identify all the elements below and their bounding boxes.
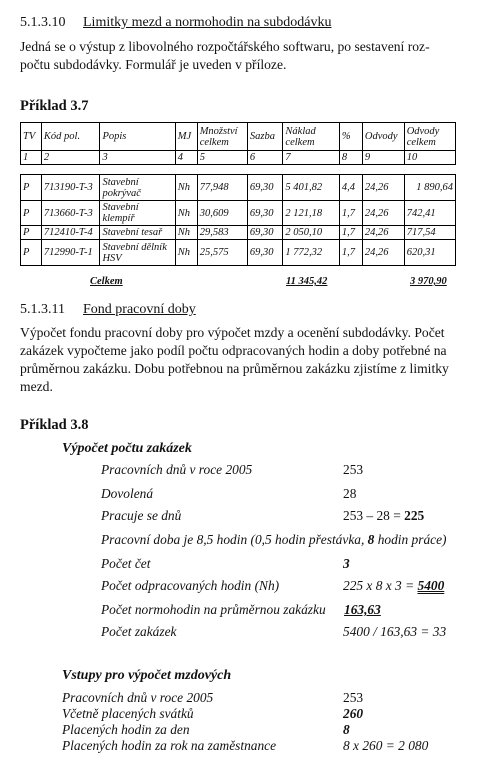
paragraph-line: Výpočet fondu pracovní doby pro výpočet mzdy a ocenění subdodávky. Počet — [20, 325, 445, 340]
table-cell: 712990-T-1 — [41, 240, 100, 266]
total-naklad: 11 345,42 — [286, 276, 328, 287]
header-cell: Náklad celkem — [283, 123, 339, 151]
total-odvody: 3 970,90 — [410, 276, 447, 287]
calc-label: Počet čet — [101, 556, 151, 571]
header-row — [21, 123, 456, 151]
table-cell: P — [21, 226, 42, 240]
header-cell: % — [339, 123, 362, 151]
note-bold: 8 — [367, 532, 375, 547]
table-cell: 24,26 — [362, 201, 404, 226]
table-cell: 24,26 — [362, 175, 404, 201]
index-cell: 9 — [362, 151, 404, 165]
calc-value — [343, 578, 444, 594]
calc-label: Počet zakázek — [101, 624, 177, 639]
table-cell: 69,30 — [247, 201, 283, 226]
calc-value — [343, 508, 424, 524]
index-cell: 5 — [197, 151, 247, 165]
subsection-title: Výpočet počtu zakázek — [62, 441, 192, 456]
index-cell: 8 — [339, 151, 362, 165]
paragraph-line: Jedná se o výstup z libovolného rozpočtářského softwaru, po sestavení roz- — [20, 39, 430, 54]
calc-result: 5400 — [417, 578, 445, 593]
table-cell: 713190-T-3 — [41, 175, 100, 201]
paragraph — [20, 38, 465, 74]
section-title: Fond pracovní doby — [83, 302, 196, 317]
calc-label: Počet odpracovaných hodin (Nh) — [101, 578, 280, 593]
table-cell: 29,583 — [197, 226, 247, 240]
note-part: Pracovní doba je 8,5 hodin (0,5 hodin přestávka, — [101, 532, 368, 547]
calc-value: 163,63 — [344, 602, 381, 617]
table-row — [21, 226, 456, 240]
table-cell: P — [21, 201, 42, 226]
input-value: 8 x 260 = 2 080 — [343, 738, 429, 753]
table-cell: Nh — [175, 226, 197, 240]
total-label: Celkem — [90, 276, 123, 287]
table-cell: 69,30 — [247, 240, 283, 266]
header-cell: Množství celkem — [197, 123, 247, 151]
table-cell: Nh — [175, 175, 197, 201]
table-row — [21, 175, 456, 201]
table-cell: 4,4 — [339, 175, 362, 201]
work-time-note — [101, 532, 447, 548]
table-cell: 1,7 — [339, 201, 362, 226]
input-label: Včetně placených svátků — [62, 706, 194, 721]
paragraph-line: průměrnou zakázku. Dobu potřebnou na průměrnou zakázku zjistíme z limitky — [20, 361, 449, 376]
index-cell: 4 — [175, 151, 197, 165]
index-cell: 1 — [21, 151, 42, 165]
table-cell: 25,575 — [197, 240, 247, 266]
table-cell: 1 772,32 — [283, 240, 339, 266]
header-cell: Odvody — [362, 123, 404, 151]
section-title: Limitky mezd a normohodin na subdodávku — [83, 15, 332, 30]
table-cell: Stavební tesař — [100, 226, 175, 240]
header-cell: Kód pol. — [41, 123, 100, 151]
index-cell: 2 — [41, 151, 100, 165]
input-label: Placených hodin za den — [62, 722, 190, 737]
calc-label: Pracovních dnů v roce 2005 — [101, 462, 253, 477]
table-cell: 713660-T-3 — [41, 201, 100, 226]
table-cell: 69,30 — [247, 175, 283, 201]
paragraph-line: mezd. — [20, 379, 53, 394]
data-table — [20, 174, 456, 266]
table-cell: 620,31 — [404, 240, 455, 266]
calc-value: 28 — [343, 486, 357, 501]
table-cell: Stavební pokrývač — [100, 175, 175, 201]
example-title: Příklad 3.7 — [20, 98, 89, 114]
calc-label: Dovolená — [101, 486, 154, 501]
paragraph — [20, 324, 465, 396]
calc-label: Počet normohodin na průměrnou zakázku — [101, 602, 326, 617]
table-cell: 2 050,10 — [283, 226, 339, 240]
table-cell: 77,948 — [197, 175, 247, 201]
table-cell: 717,54 — [404, 226, 455, 240]
example-title: Příklad 3.8 — [20, 417, 89, 433]
table-cell: 69,30 — [247, 226, 283, 240]
index-cell: 3 — [100, 151, 175, 165]
table-cell: Stavební klempíř — [100, 201, 175, 226]
note-part: hodin práce) — [374, 532, 447, 547]
table-cell: Stavební dělník HSV — [100, 240, 175, 266]
table-cell: P — [21, 175, 42, 201]
input-value: 260 — [343, 706, 364, 721]
table-cell: 24,26 — [362, 226, 404, 240]
calc-label: Pracuje se dnů — [101, 508, 182, 523]
index-row — [21, 151, 456, 165]
table-cell: 1,7 — [339, 226, 362, 240]
input-label: Placených hodin za rok na zaměstnance — [62, 738, 277, 753]
header-cell: TV — [21, 123, 42, 151]
section-number: 5.1.3.11 — [20, 302, 65, 317]
input-label: Pracovních dnů v roce 2005 — [62, 690, 214, 705]
table-cell: 1 890,64 — [404, 175, 455, 201]
index-cell: 7 — [283, 151, 339, 165]
input-value: 253 — [343, 690, 364, 705]
table-cell: 1,7 — [339, 240, 362, 266]
table-row — [21, 201, 456, 226]
calc-expression: 253 – 28 = — [343, 508, 405, 523]
table-cell: Nh — [175, 201, 197, 226]
calc-value: 5400 / 163,63 = 33 — [343, 624, 447, 639]
table-cell: 712410-T-4 — [41, 226, 100, 240]
table-cell: 2 121,18 — [283, 201, 339, 226]
table-cell: P — [21, 240, 42, 266]
calc-value: 253 — [343, 462, 364, 477]
header-cell: Sazba — [247, 123, 283, 151]
input-value: 8 — [343, 722, 350, 737]
table-cell: 5 401,82 — [283, 175, 339, 201]
table-cell: 24,26 — [362, 240, 404, 266]
table-cell: 30,609 — [197, 201, 247, 226]
calc-result: 225 — [404, 508, 425, 523]
calc-value: 3 — [343, 556, 350, 571]
header-cell: MJ — [175, 123, 197, 151]
index-cell: 10 — [404, 151, 455, 165]
table-row — [21, 240, 456, 266]
header-cell: Odvody celkem — [404, 123, 455, 151]
header-cell: Popis — [100, 123, 175, 151]
index-cell: 6 — [247, 151, 283, 165]
table-cell: Nh — [175, 240, 197, 266]
section-number: 5.1.3.10 — [20, 15, 66, 30]
subsection-title: Vstupy pro výpočet mzdových — [62, 668, 232, 683]
paragraph-line: počtu subdodávky. Formulář je uveden v příloze. — [20, 57, 287, 72]
calc-expression: 225 x 8 x 3 = — [343, 578, 418, 593]
table-cell: 742,41 — [404, 201, 455, 226]
header-table — [20, 122, 456, 165]
paragraph-line: zakázek vypočteme jako podíl počtu odpracovaných hodin a doby potřebné na — [20, 343, 447, 358]
